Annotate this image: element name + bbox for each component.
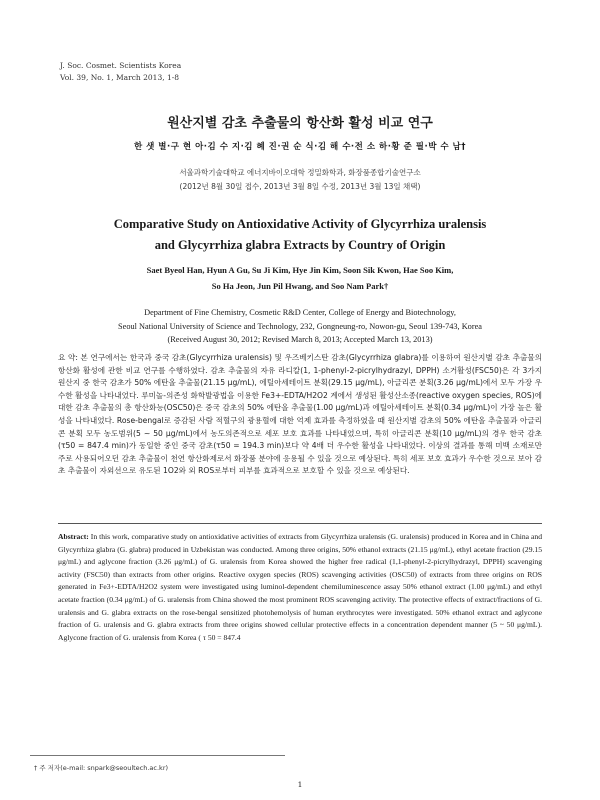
footnote-rule	[30, 755, 285, 756]
english-title	[0, 214, 600, 256]
journal-volume: Vol. 39, No. 1, March 2013, 1-8	[60, 73, 180, 82]
page-number: 1	[297, 780, 303, 789]
english-abstract	[58, 531, 542, 644]
english-affiliation	[40, 306, 560, 347]
korean-affiliation-block	[0, 166, 600, 194]
korean-abstract: 요 약: 본 연구에서는 한국과 중국 감초(Glycyrrhiza uralensis) 및 우즈베키스탄 감초(Glycyrrhiza glabra)를 이용하여 원산지별 감초 추출물의 항산화 활성에 관한 비교 연구를 수행하였다. 감초 추출물의 자유 라디칼(1, 1-phenyl-2-picrylhydrazyl, DPPH) 소거활성(FSC50)은 각 3가지 원산지 중 한국 감초가 50% 에탄올 추출물(21.15 μg/mL), 에틸아세테이트 분획(29.15 μg/mL), 아글리콘 분획(3.26 μg/mL)에서 모두 가장 우수한 활성을 나타내었다. 루미놀-의존성 화학발광법을 이용한 Fe3+-EDTA/H2O2 계에서 생성된 활성산소종(reactive oxygen species, ROS)에 대한 감초 추출물의 총 항산화능(OSC50)은 중국 감초의 50% 에탄올 추출물(1.00 μg/mL)과 에틸아세테이트 분획(0.34 μg/mL)이 가장 높은 활성을 나타내었다. Rose-bengal로 증감된 사람 적혈구의 광용혈에 대한 억제 효과를 측정하였을 때 원산지별 감초의 50% 에탄올 추출물과 아글리콘 분획 모두 농도범위(5 ~ 50 μg/mL)에서 농도의존적으로 세포 보호 효과를 나타내었으며, 특히 아글리콘 분획(10 μg/mL)의 경우 한국 감초(τ50 = 847.4 min)가 동일한 중인 중국 감초(τ50 = 194.3 min)보다 약 4배 더 우수한 활성을 나타내었다. 이상의 결과를 통해 미백 소재로만 주로 사용되어오던 감초 추출물이 천연 항산화제로서 화장품 분야에 응용될 수 있을 것으로 예상된다. 특히 세포 보호 효과가 우수한 것으로 보아 감초 추출물이 자외선으로 유도된 1O2와 외 ROS로부터 피부를 효과적으로 보호할 수 있을 것으로 예상된다.	[58, 353, 542, 476]
korean-title: 원산지별 감초 추출물의 항산화 활성 비교 연구	[167, 116, 433, 131]
english-authors-line-2: So Ha Jeon, Jun Pil Hwang, and Soo Nam Park†	[211, 281, 389, 291]
english-dates: (Received August 30, 2012; Revised March 8, 2013; Accepted March 13, 2013)	[167, 335, 433, 344]
journal-name: J. Soc. Cosmet. Scientists Korea	[60, 61, 182, 70]
abstract-text: In this work, comparative study on antioxidative activities of extracts from Glycyrrhiza uralensis (G. uralensis) produced in Korea and in China and Glycyrrhiza glabra (G. glabra) produced in Uzbekistan was conducted. Among three origins, 50% ethanol extracts (21.15 μg/mL), ethyl acetate fraction (29.15 μg/mL) and aglycone fraction (3.26 μg/mL) of G. uralensis from Korea showed the higher free radical (1,1-phenyl-2-picrylhydrazyl, DPPH) scavenging activity (FSC50) than extracts from other origins. Reactive oxygen species (ROS) scavenging activities (OSC50) of extracts from three origins on ROS generated in Fe3+-EDTA/H2O2 system were investigated using luminol-dependent chemiluminescence assay 50% ethanol extract (1.00 μg/mL) and ethyl acetate fraction (0.34 μg/mL) of G. uralensis from China showed the most prominent ROS scavenging activity. The protective effects of extract/fractions of G. uralensis and G. glabra extracts on the rose-bengal sensitized photohemolysis of human erythrocytes were investigated. 50% ethanol extract and aglycone fraction of G. uralensis and G. glabra extracts from three origins showed cellular protective effects in a concentration dependent manner (5 ~ 50 μg/mL). Aglycone fraction of G. uralensis from Korea ( τ 50 = 847.4	[58, 532, 542, 642]
english-authors-line-1: Saet Byeol Han, Hyun A Gu, Su Ji Kim, Hye Jin Kim, Soon Sik Kwon, Hae Soo Kim,	[146, 265, 454, 275]
korean-affiliation: 서울과학기술대학교 에너지바이오대학 정밀화학과, 화장품종합기술연구소	[179, 168, 421, 177]
english-authors	[60, 262, 540, 294]
english-affiliation-line-2: Seoul National University of Science and Technology, 232, Gongneung-ro, Nowon-gu, Seoul 139-743, Korea	[118, 321, 482, 331]
abstract-top-rule	[58, 523, 542, 524]
journal-header	[60, 60, 181, 84]
korean-authors: 한 샛 별·구 현 아·김 수 지·김 혜 진·권 순 식·김 해 수·전 소 하·황 준 필·박 수 남†	[133, 142, 467, 152]
corresponding-author-footnote: † 주 저자(e-mail: snpark@seoultech.ac.kr)	[34, 764, 169, 772]
abstract-label: Abstract:	[58, 532, 89, 541]
english-affiliation-line-1: Department of Fine Chemistry, Cosmetic R&D Center, College of Energy and Biotechnology,	[144, 308, 456, 317]
english-title-line-2: and Glycyrrhiza glabra Extracts by Country of Origin	[154, 238, 446, 252]
korean-dates: (2012년 8월 30일 접수, 2013년 3월 8일 수정, 2013년 3월 13일 채택)	[179, 182, 421, 191]
english-title-line-1: Comparative Study on Antioxidative Activity of Glycyrrhiza uralensis	[113, 217, 487, 231]
